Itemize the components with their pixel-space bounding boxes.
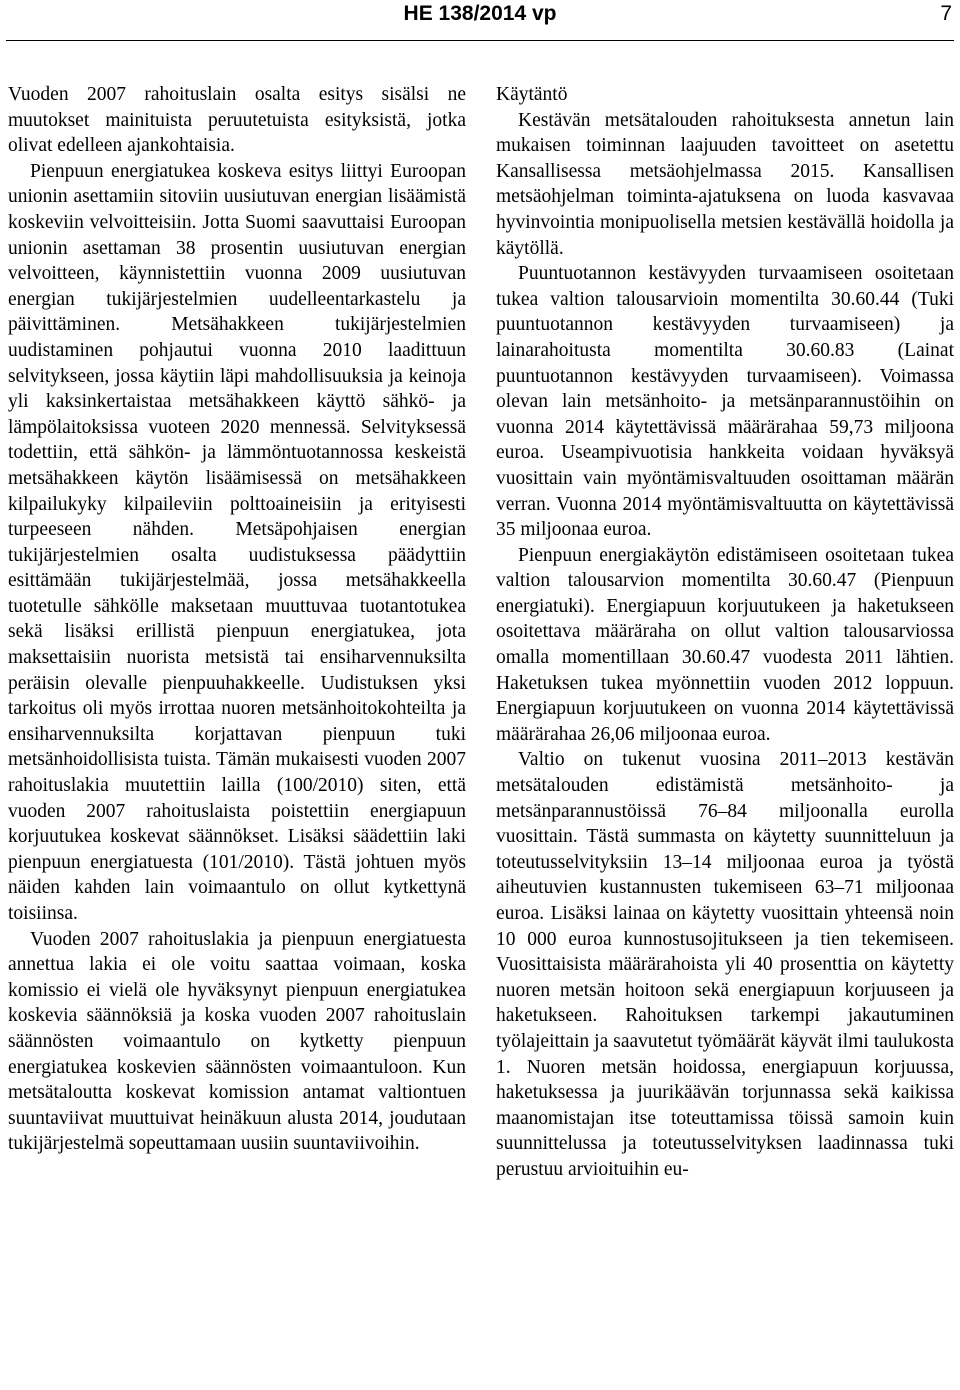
paragraph: Pienpuun energiatukea koskeva esitys liittyi Euroopan unionin asettamiin sitoviin uusiutuvan energian lisäämistä koskeviin velvoitteisiin. Jotta Suomi saavuttaisi Euroopan unionin asettaman 38 prosentin uusiutuvan energian velvoitteen, käynnistettiin vuonna 2009 uusiutuvan energian tukijärjestelmien uudelleentarkastelu ja päivittäminen. Metsähakkeen tukijärjestelmien uudistaminen pohjautui vuonna 2010 laadittuun selvitykseen, jossa käytiin läpi mahdollisuuksia ja keinoja yli kaksinkertaistaa metsähakkeen käyttö sähkö- ja lämpölaitoksissa vuoteen 2020 mennessä. Selvityksessä todettiin, että sähkön- ja lämmöntuotannossa keskeistä metsähakkeen käytön lisäämisessä on metsähakkeen kilpailukyky kilpaileviin polttoaineisiin ja erityisesti turpeeseen nähden. Metsäpohjaisen energian tukijärjestelmien osalta uudistuksessa päädyttiin esittämään tukijärjestelmää, jossa metsähakkeella tuotetulle sähkölle maksetaan muuttuvaa tuotantotukea sekä lisäksi erillistä pienpuun energiatukea, jota maksettaisiin nuorista metsistä tai ensiharvennuksilta peräisin olevalle pienpuuhakkeelle. Uudistuksen yksi tarkoitus oli myös irrottaa nuoren metsänhoitokohteilta ja ensiharvennuksilta korjattavan pienpuun tuki metsänhoidollisista tuista. Tämän mukaisesti vuoden 2007 rahoituslakia muutettiin lailla (100/2010) siten, että vuoden 2007 rahoituslaista poistettiin energiapuun korjuutukea koskevat säännökset. Lisäksi säädettiin laki pienpuun energiatuesta (101/2010). Tästä johtuen myös näiden kahden lain voimaantulo on ollut kytkettynä toisiinsa.: [8, 160, 466, 924]
page-number: 7: [940, 2, 952, 25]
right-column: [496, 82, 954, 1183]
header-divider: [6, 40, 954, 41]
paragraph: Pienpuun energiakäytön edistämiseen osoitetaan tukea valtion talousarvion momentilta 30.60.47 (Pienpuun energiatuki). Energiapuun korjuutukeen ja haketukseen osoitettava määräraha on ollut valtion talousarviossa omalla momentillaan 30.60.47 vuodesta 2011 lähtien. Haketuksen tukea myönnettiin vuoden 2012 loppuun. Energiapuun korjuutukeen on vuonna 2014 käytettävissä määrärahaa 26,06 miljoonaa euroa.: [496, 544, 954, 745]
paragraph: Vuoden 2007 rahoituslain osalta esitys sisälsi ne muutokset mainituista peruutetuista esityksistä, jotka olivat edelleen ajankohtaisia.: [8, 84, 466, 157]
document-reference: HE 138/2014 vp: [403, 2, 557, 25]
paragraph: Valtio on tukenut vuosina 2011–2013 kestävän metsätalouden edistämistä metsänhoito- ja metsänparannustöissä 76–84 miljoonalla eurolla vuosittain. Tästä summasta on käytetty suunnitteluun ja toteutusselvityksiin 13–14 miljoonaa euroa ja työstä aiheutuvien kustannusten tukemiseen 63–71 miljoonaa euroa. Lisäksi lainaa on käytetty vuosittain yhteensä noin 10 000 euroa kunnostusojitukseen ja tien tekemiseen. Vuosittaisista määrärahoista yli 40 prosenttia on käytetty nuoren metsän hoitoon sekä energiapuun korjuuseen ja haketukseen. Rahoituksen tarkempi jakautuminen työlajeittain ja saavutetut työmäärät käyvät ilmi taulukosta 1. Nuoren metsän hoidossa, energiapuun korjuussa, haketuksessa ja juurikäävän torjunnassa sekä kaikissa maanomistajan itse toteuttamissa töissä samoin kuin suunnittelussa ja toteutusselvityksen laadinnassa tuki perustuu arvioituihin eu-: [496, 749, 954, 1180]
section-heading: Käytäntö: [496, 84, 568, 105]
paragraph: Kestävän metsätalouden rahoituksesta annetun lain mukaisen toiminnan laajuuden tavoitteet on asetettu Kansallisessa metsäohjelmassa 2015. Kansallisen metsäohjelman toiminta-ajatuksena on luoda kasvavaa hyvinvointia monipuolisella metsien kestävällä hoidolla ja käytöllä.: [496, 109, 954, 259]
paragraph: Puuntuotannon kestävyyden turvaamiseen osoitetaan tukea valtion talousarvioin momentilta 30.60.44 (Tuki puuntuotannon kestävyyden turvaamiseen) ja lainarahoitusta momentilta 30.60.83 (Lainat puuntuotannon kestävyyden turvaamiseen). Voimassa olevan lain metsänhoito- ja metsänparannustöihin on vuonna 2014 käytettävissä määrärahaa 59,73 miljoona euroa. Useampivuotisia hankkeita voidaan hyväksyä vuosittain vain myöntämisvaltuuden osoittaman määrän verran. Vuonna 2014 myöntämisvaltuutta on käytettävissä 35 miljoonaa euroa.: [496, 263, 954, 541]
paragraph: Vuoden 2007 rahoituslakia ja pienpuun energiatuesta annettua lakia ei ole voitu saattaa voimaan, koska komissio ei vielä ole hyväksynyt pienpuun energiatukea koskevia säännöksiä ja koska vuoden 2007 rahoituslain säännösten voimaantulo on kytketty pienpuun energiatukea koskevien säännösten voimaantuloon. Kun metsätaloutta koskevat komission antamat valtiontuen suuntaviivat muuttuivat heinäkuun alusta 2014, joudutaan tukijärjestelmä sopeuttamaan uusiin suuntaviivoihin.: [8, 928, 466, 1155]
page-header: [0, 0, 960, 40]
left-column: [8, 82, 466, 1157]
